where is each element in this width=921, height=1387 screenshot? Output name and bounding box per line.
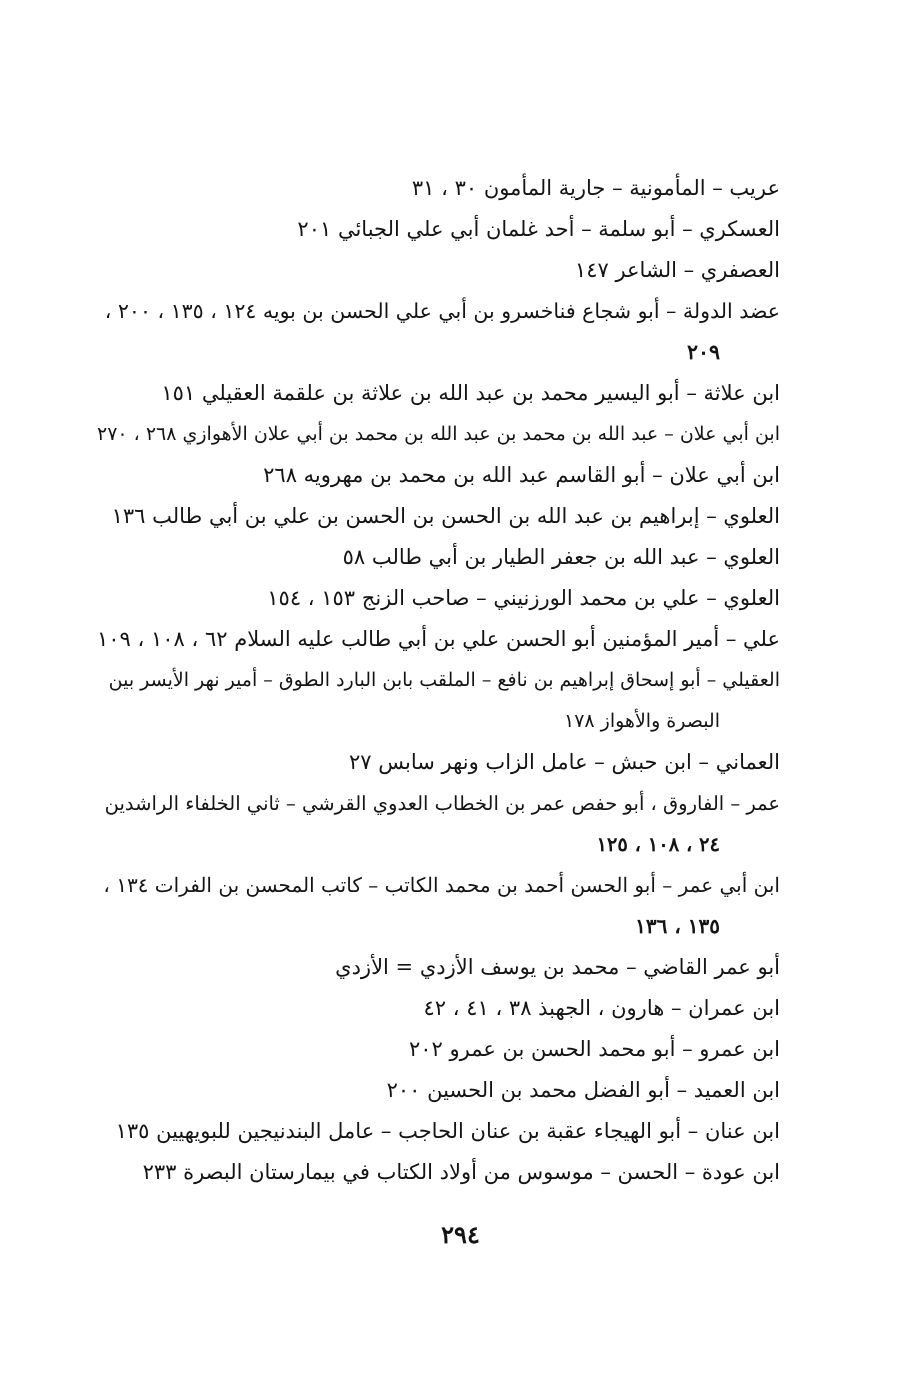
- index-entry: [92, 660, 780, 742]
- entry-text: أبو عمر القاضي – محمد بن يوسف الأزدي = الأزدي: [335, 955, 780, 979]
- index-entry: [92, 578, 780, 619]
- entry-text: ابن عمران – هارون ، الجهبذ ٣٨ ، ٤١ ، ٤٢: [423, 996, 780, 1020]
- entry-text: ابن عودة – الحسن – موسوس من أولاد الكتاب في بيمارستان البصرة ٢٣٣: [142, 1160, 780, 1184]
- index-entry: [92, 209, 780, 250]
- page-number: ٢٩٤: [441, 1220, 480, 1249]
- index-entry: [92, 250, 780, 291]
- index-entry: [92, 537, 780, 578]
- entry-text: العلوي – علي بن محمد الورزنيني – صاحب الزنج ١٥٣ ، ١٥٤: [267, 586, 780, 610]
- entry-text: ابن عنان – أبو الهيجاء عقبة بن عنان الحاجب – عامل البندنيجين للبويهيين ١٣٥: [115, 1119, 780, 1143]
- index-entry: [92, 1152, 780, 1193]
- entry-text: ابن أبي علان – أبو القاسم عبد الله بن محمد بن مهرويه ٢٦٨: [263, 463, 780, 487]
- index-entry: [92, 1029, 780, 1070]
- index-entry: [92, 947, 780, 988]
- entry-text: ابن أبي عمر – أبو الحسن أحمد بن محمد الكاتب – كاتب المحسن بن الفرات ١٣٤ ،: [103, 873, 780, 897]
- entry-text: العماني – ابن حبش – عامل الزاب ونهر سابس ٢٧: [348, 750, 780, 774]
- index-entry: [92, 1111, 780, 1152]
- entry-text: ابن عمرو – أبو محمد الحسن بن عمرو ٢٠٢: [408, 1037, 780, 1061]
- index-entry: [92, 168, 780, 209]
- entry-continuation: البصرة والأهواز ١٧٨: [564, 710, 720, 732]
- index-entry: [92, 291, 780, 373]
- index-entry: [92, 783, 780, 865]
- index-entry: [92, 496, 780, 537]
- entry-text: ابن علاثة – أبو اليسير محمد بن عبد الله بن علاثة بن علقمة العقيلي ١٥١: [161, 381, 780, 405]
- index-entry: [92, 1070, 780, 1111]
- entry-continuation: ٢٤ ، ١٠٨ ، ١٢٥: [596, 833, 720, 856]
- entry-text: العصفري – الشاعر ١٤٧: [574, 258, 780, 282]
- entry-text: العلوي – إبراهيم بن عبد الله بن الحسن بن الحسن بن علي بن أبي طالب ١٣٦: [111, 504, 780, 528]
- index-entry: [92, 455, 780, 496]
- index-entry: [92, 865, 780, 947]
- index-page: [92, 168, 780, 1193]
- entry-text: عمر – الفاروق ، أبو حفص عمر بن الخطاب العدوي القرشي – ثاني الخلفاء الراشدين: [104, 792, 780, 815]
- entry-text: عضد الدولة – أبو شجاع فناخسرو بن أبي علي الحسن بن بويه ١٢٤ ، ١٣٥ ، ٢٠٠ ،: [104, 299, 780, 323]
- entry-continuation: ١٣٥ ، ١٣٦: [635, 914, 720, 938]
- index-entry: [92, 373, 780, 414]
- index-entry: [92, 414, 780, 455]
- index-entry: [92, 742, 780, 783]
- entry-text: العقيلي – أبو إسحاق إبراهيم بن نافع – الملقب بابن البارد الطوق – أمير نهر الأيسر بين: [108, 669, 780, 691]
- entry-text: علي – أمير المؤمنين أبو الحسن علي بن أبي طالب عليه السلام ٦٢ ، ١٠٨ ، ١٠٩: [96, 627, 780, 651]
- entry-text: العلوي – عبد الله بن جعفر الطيار بن أبي طالب ٥٨: [342, 545, 780, 569]
- entry-text: عريب – المأمونية – جارية المأمون ٣٠ ، ٣١: [411, 176, 780, 200]
- entry-text: العسكري – أبو سلمة – أحد غلمان أبي علي الجبائي ٢٠١: [297, 217, 780, 241]
- entry-text: ابن العميد – أبو الفضل محمد بن الحسين ٢٠٠: [386, 1078, 780, 1102]
- index-entry: [92, 988, 780, 1029]
- entry-continuation: ٢٠٩: [686, 340, 720, 364]
- entry-text: ابن أبي علان – عبد الله بن محمد بن عبد الله بن محمد بن أبي علان الأهوازي ٢٦٨ ، ٢٧٠: [97, 423, 780, 445]
- index-entry: [92, 619, 780, 660]
